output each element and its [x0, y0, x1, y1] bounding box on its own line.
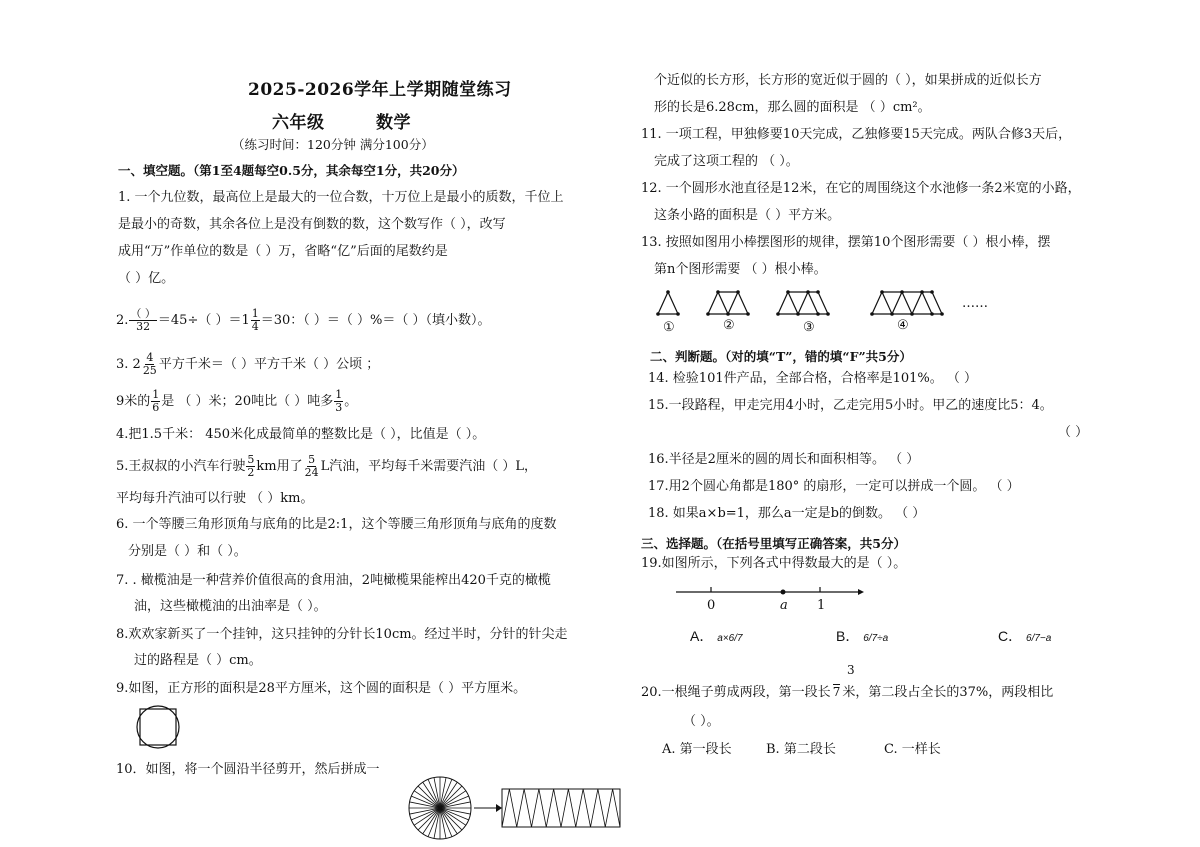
q19-option-c-label: C． — [998, 628, 1023, 644]
q19-option-a-expr: a×6/7 — [717, 633, 743, 644]
q13-ellipsis: …… — [962, 296, 988, 311]
q1-line2: 是最小的奇数，其余各位上是没有倒数的数，这个数写作（ ），改写 — [118, 217, 506, 232]
q2-mixed-den: 4 — [251, 320, 259, 333]
q9-square-circle-figure — [134, 703, 182, 751]
sector-spoke — [418, 786, 440, 808]
q5-num1: 5 — [247, 453, 255, 466]
q7-line1: 7. . 橄榄油是一种营养价值很高的食用油，2吨橄榄果能榨出420千克的橄榄 — [116, 573, 551, 588]
q10-line1: 10．如图，将一个圆沿半径剪开，然后拼成一 — [116, 762, 380, 777]
q2-fraction-den: 32 — [136, 320, 151, 333]
q3-fraction-num: 4 — [146, 351, 154, 364]
q3-fraction-den: 25 — [142, 364, 157, 377]
q2-mixed-fraction — [251, 308, 260, 333]
zigzag-sectors — [502, 789, 620, 827]
q8-line2: 过的路程是（ ）cm。 — [134, 653, 262, 668]
q5-b: km用了 — [256, 459, 303, 474]
q10-circle-to-rectangle-figure — [402, 775, 624, 841]
q1-line1: 1. 一个九位数，最高位上是最大的一位合数，十万位上是最小的质数，千位上 — [118, 190, 564, 205]
q5-line2: 平均每升汽油可以行驶 （ ）km。 — [116, 491, 314, 506]
q3-prefix: 3. 2 — [116, 357, 141, 372]
q1-line3: 成用“万”作单位的数是（ ）万，省略“亿”后面的尾数约是 — [118, 244, 448, 259]
q7-line2: 油，这些橄榄油的出油率是（ ）。 — [134, 599, 327, 614]
grade-label: 六年级 — [272, 113, 325, 133]
q5-num2: 5 — [308, 453, 316, 466]
q20-line2: （ ）。 — [683, 714, 720, 729]
q19-number-line — [674, 582, 866, 602]
q11-line1: 11. 一项工程，甲独修要10天完成，乙独修要15天完成。两队合修3天后， — [641, 127, 1072, 142]
section-true-false-heading: 二、判断题。（对的填“T”，错的填“F”共5分） — [650, 349, 912, 364]
q10-line2: 个近似的长方形，长方形的宽近似于圆的（ ），如果拼成的近似长方 — [654, 73, 1042, 88]
q20-fraction-den: 7 — [832, 685, 841, 699]
q3-l2-den1: 6 — [152, 401, 160, 414]
q5-fraction1 — [246, 454, 255, 479]
q10-line3: 形的长是6.28cm，那么圆的面积是 （ ）cm²。 — [654, 100, 931, 115]
q2-line — [116, 308, 491, 333]
q12-line2: 这条小路的面积是（ ）平方米。 — [654, 208, 841, 223]
q19-option-b-label: B． — [836, 628, 860, 644]
q13-label-4: ④ — [897, 318, 909, 333]
section-fill-in-heading: 一、填空题。（第1至4题每空0.5分，其余每空1分，共20分） — [118, 163, 465, 178]
q19-option-b[interactable] — [836, 626, 888, 646]
q19-option-c-expr: 6/7−a — [1026, 633, 1052, 644]
q4-line: 4.把1.5千米： 450米化成最简单的整数比是（ ），比值是（ ）。 — [116, 427, 486, 442]
q20-option-a[interactable]: A. 第一段长 — [662, 742, 732, 757]
page-title: 2025-2026学年上学期随堂练习 — [248, 80, 512, 100]
q13-label-1: ① — [663, 320, 675, 335]
q14-line: 14. 检验101件产品，全部合格，合格率是101%。 （ ） — [648, 371, 978, 386]
q19-axis-one: 1 — [817, 598, 826, 613]
subject-label: 数学 — [376, 113, 411, 133]
q20-option-c[interactable]: C. 一样长 — [884, 742, 941, 757]
q3-line2 — [116, 389, 357, 414]
q3-l2-fraction1 — [151, 389, 160, 414]
q19-option-b-expr: 6/7÷a — [863, 633, 889, 644]
q16-line: 16.半径是2厘米的圆的周长和面积相等。 （ ） — [648, 452, 920, 467]
sector-spoke — [440, 808, 462, 830]
q3-l2-c: 。 — [344, 394, 358, 409]
q5-den2: 24 — [304, 466, 319, 479]
q3-l2-b: 是 （ ）米；20吨比（ ）吨多 — [161, 394, 334, 409]
exam-info: （练习时间：120分钟 满分100分） — [232, 137, 434, 152]
q5-den1: 2 — [247, 466, 255, 479]
q8-line1: 8.欢欢家新买了一个挂钟，这只挂钟的分针长10cm。经过半时，分针的针尖走 — [116, 627, 568, 642]
q13-line1: 13. 按照如图用小棒摆图形的规律，摆第10个图形需要（ ）根小棒，摆 — [641, 235, 1051, 250]
q13-label-2: ② — [723, 318, 735, 333]
q20-fraction-num: 3 — [847, 663, 855, 677]
q3-l2-den2: 3 — [335, 401, 343, 414]
q3-l2-num2: 1 — [335, 388, 343, 401]
q3-l2-a: 9米的 — [116, 394, 151, 409]
q18-line: 18. 如果a×b=1，那么a一定是b的倒数。 （ ） — [648, 506, 926, 521]
q12-line1: 12. 一个圆形水池直径是12米，在它的周围绕这个水池修一条2米宽的小路， — [641, 181, 1081, 196]
q3-line1 — [116, 352, 379, 377]
q5-c: L汽油，平均每千米需要汽油（ ）L， — [320, 459, 538, 474]
q2-mixed-num: 1 — [251, 307, 259, 320]
q2-middle: ＝45÷（ ）＝1 — [157, 313, 250, 328]
q3-rest: 平方千米＝（ ）平方千米（ ）公顷 ； — [158, 357, 380, 372]
q19-axis-a: a — [780, 598, 788, 613]
q20-b: 米，第二段占全长的37%，两段相比 — [842, 685, 1054, 700]
q19-axis-zero: 0 — [707, 598, 716, 613]
q19-option-a[interactable] — [690, 626, 743, 646]
q19-line: 19.如图所示，下列各式中得数最大的是（ ）。 — [641, 556, 907, 571]
q6-line1: 6. 一个等腰三角形顶角与底角的比是2:1，这个等腰三角形顶角与底角的度数 — [116, 517, 557, 532]
q6-line2: 分别是（ ）和（ ）。 — [128, 544, 247, 559]
q19-option-c[interactable] — [998, 626, 1051, 646]
q5-a: 5.王叔叔的小汽车行驶 — [116, 459, 246, 474]
q20-a: 20.一根绳子剪成两段，第一段长 — [641, 685, 831, 700]
sector-spoke — [418, 808, 440, 830]
q3-l2-num1: 1 — [152, 388, 160, 401]
sector-spoke — [440, 786, 462, 808]
q15-line1: 15.一段路程，甲走完用4小时，乙走完用5小时。甲乙的速度比5：4。 — [648, 398, 1053, 413]
q13-label-3: ③ — [803, 320, 815, 335]
q9-line: 9.如图，正方形的面积是28平方厘米，这个圆的面积是（ ）平方厘米。 — [116, 681, 527, 696]
q20-line1 — [641, 684, 1053, 701]
q17-line: 17.用2个圆心角都是180° 的扇形，一定可以拼成一个圆。 （ ） — [648, 479, 1020, 494]
q2-rest: ＝30：（ ）＝（ ）%＝（ ）（填小数）。 — [260, 313, 491, 328]
q20-option-b[interactable]: B. 第二段长 — [766, 742, 836, 757]
q13-line2: 第n个图形需要 （ ）根小棒。 — [654, 262, 827, 277]
q1-line4: （ ）亿。 — [118, 271, 175, 286]
q3-fraction — [142, 352, 158, 377]
section-choice-heading: 三、选择题。（在括号里填写正确答案，共5分） — [641, 536, 906, 551]
q2-fraction-num: （ ） — [130, 307, 156, 320]
q5-line1 — [116, 454, 537, 479]
q5-fraction2 — [304, 454, 320, 479]
q15-line2: （ ） — [1058, 425, 1089, 440]
q2-prefix: 2. — [116, 313, 129, 328]
q3-l2-fraction2 — [334, 389, 343, 414]
q11-line2: 完成了这项工程的 （ ）。 — [654, 154, 799, 169]
q2-fraction — [129, 308, 157, 333]
q19-option-a-label: A． — [690, 628, 714, 644]
